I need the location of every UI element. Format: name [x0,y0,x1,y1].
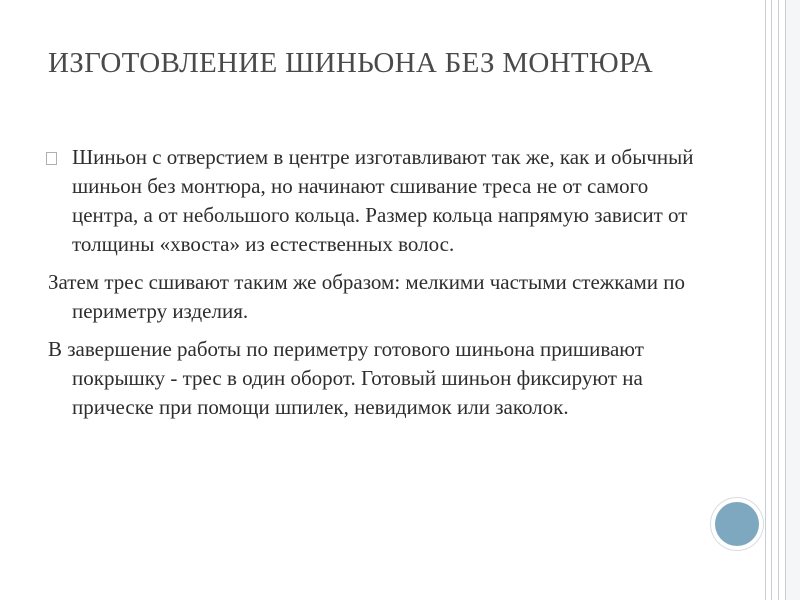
body-paragraph [48,143,718,259]
right-border-line [778,0,779,600]
right-border-line [785,0,786,600]
square-outline-bullet-icon [46,152,57,165]
paragraph-text: Шиньон с отверстием в центре изготавливают так же, как и обычный шиньон без монтюра, но начинают сшивание треса не от самого центра, а от небольшого кольца. Размер кольца напрямую зависит от толщины «хвоста» из естественных волос. [72,145,694,256]
paragraph-text: Затем трес сшивают таким же образом: мелкими частыми стежками по периметру изделия. [48,270,686,323]
circle-decoration-icon [715,502,759,546]
right-border-fill [786,0,800,600]
slide-body [48,143,718,431]
slide-title: ИЗГОТОВЛЕНИЕ ШИНЬОНА БЕЗ МОНТЮРА [48,47,654,79]
body-paragraph [48,268,718,326]
paragraph-text: В завершение работы по периметру готового шиньона пришивают покрышку - трес в один оборот. Готовый шиньон фиксируют на прическе при помощи шпилек, невидимок или заколок. [48,337,644,419]
right-border-line [765,0,766,600]
right-border-line [771,0,772,600]
body-paragraph [48,335,718,422]
